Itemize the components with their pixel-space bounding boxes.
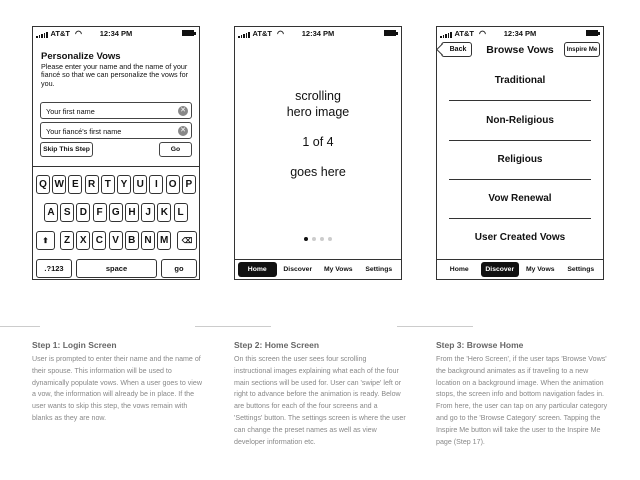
key-i[interactable]: I	[149, 175, 163, 194]
carrier-label: AT&T	[252, 29, 272, 38]
key-d[interactable]: D	[76, 203, 90, 222]
key-n[interactable]: N	[141, 231, 155, 250]
shift-arrow-icon[interactable]: ⬆	[36, 231, 55, 250]
tab-discover[interactable]: Discover	[481, 262, 520, 277]
step-1-title: Step 1: Login Screen	[32, 340, 117, 350]
tab-discover[interactable]: Discover	[283, 266, 313, 273]
status-bar	[33, 27, 199, 39]
tab-settings[interactable]: Settings	[365, 266, 393, 273]
key-h[interactable]: H	[125, 203, 139, 222]
hero-line: hero image	[286, 105, 350, 119]
page-title: Personalize Vows	[41, 51, 121, 62]
clear-icon[interactable]: ✕	[178, 126, 188, 136]
key-y[interactable]: Y	[117, 175, 131, 194]
step-3-description: From the 'Hero Screen', if the user taps 'Browse Vows' the background animates as if traveling to a new location on a background image. When the animation stops, the screen info and bottom navigation fades in. From here, the user can tap on any particular category and go to the 'Browse Category' screen. Tapping the Inspire Me button will take the user to the Inspire Me page (Step 17).	[436, 355, 608, 446]
keyboard-go-key[interactable]: go	[161, 259, 197, 278]
status-bar	[235, 27, 401, 39]
step-2-description: On this screen the user sees four scrolling instructional images explaining what each of the four main sections will be used for. User can 'swipe' left or right to advance before the animation is ready. Below are buttons for each of the four screens and a 'Settings' button. The settings screen is where the user can change the preset names as well as view developer information etc.	[234, 355, 406, 446]
keyboard	[33, 166, 199, 280]
key-e[interactable]: E	[68, 175, 82, 194]
fiance-name-input[interactable]	[40, 122, 192, 139]
step-1-description: User is prompted to enter their name and the name of their spouse. This information will be used to dynamically populate vows. When a user goes to view a vow, the information will already be in place. If the user wants to skip this step, the vows remain with blanks as they are now.	[32, 355, 202, 422]
key-m[interactable]: M	[157, 231, 171, 250]
carrier-label: AT&T	[50, 29, 70, 38]
go-button[interactable]: Go	[159, 142, 192, 157]
tab-settings[interactable]: Settings	[567, 266, 595, 273]
category-religious[interactable]: Religious	[497, 154, 543, 165]
key-a[interactable]: A	[44, 203, 58, 222]
key-w[interactable]: W	[52, 175, 66, 194]
clear-icon[interactable]: ✕	[178, 106, 188, 116]
browse-screen-mockup	[436, 26, 604, 280]
wifi-icon: ◠	[74, 29, 82, 38]
hero-line: goes here	[290, 165, 346, 179]
first-name-input[interactable]	[40, 102, 192, 119]
key-p[interactable]: P	[182, 175, 196, 194]
key-c[interactable]: C	[92, 231, 106, 250]
page-dot[interactable]	[320, 237, 324, 241]
category-traditional[interactable]: Traditional	[494, 75, 546, 86]
key-q[interactable]: Q	[36, 175, 50, 194]
first-name-placeholder: Your first name	[46, 107, 95, 116]
fiance-name-placeholder: Your fiancé's first name	[46, 127, 122, 136]
tab-bar	[235, 259, 401, 279]
page-dots[interactable]	[235, 237, 401, 241]
tab-my-vows[interactable]: My Vows	[323, 266, 353, 273]
instructions-text: Please enter your name and the name of your fiancé so that we can personalize the vows for you.	[41, 62, 189, 88]
key-f[interactable]: F	[93, 203, 107, 222]
status-time: 12:34 PM	[301, 29, 335, 38]
tab-home[interactable]: Home	[238, 262, 277, 277]
status-time: 12:34 PM	[503, 29, 537, 38]
category-user-created-vows[interactable]: User Created Vows	[474, 232, 566, 243]
hero-line: scrolling	[295, 89, 341, 103]
backspace-icon[interactable]: ⌫	[177, 231, 197, 250]
wifi-icon: ◠	[478, 29, 486, 38]
wifi-icon: ◠	[276, 29, 284, 38]
key-b[interactable]: B	[125, 231, 139, 250]
page-dot[interactable]	[312, 237, 316, 241]
status-time: 12:34 PM	[99, 29, 133, 38]
key-g[interactable]: G	[109, 203, 123, 222]
home-screen-mockup	[234, 26, 402, 280]
key-u[interactable]: U	[133, 175, 147, 194]
tab-my-vows[interactable]: My Vows	[525, 266, 555, 273]
back-button[interactable]: Back	[441, 42, 472, 57]
key-z[interactable]: Z	[60, 231, 74, 250]
key-s[interactable]: S	[60, 203, 74, 222]
skip-step-button[interactable]: Skip This Step	[40, 142, 93, 157]
tab-bar	[437, 259, 603, 279]
nav-title: Browse Vows	[486, 44, 554, 56]
key-l[interactable]: L	[174, 203, 188, 222]
login-screen-mockup	[32, 26, 200, 280]
tab-home[interactable]: Home	[449, 266, 469, 273]
step-3-title: Step 3: Browse Home	[436, 340, 524, 350]
page-dot[interactable]	[304, 237, 308, 241]
divider	[397, 326, 473, 327]
carrier-label: AT&T	[454, 29, 474, 38]
inspire-me-button[interactable]: Inspire Me	[564, 42, 600, 57]
battery-icon	[384, 30, 396, 36]
page-dot[interactable]	[328, 237, 332, 241]
key-t[interactable]: T	[101, 175, 115, 194]
category-non-religious[interactable]: Non-Religious	[486, 115, 554, 126]
category-vow-renewal[interactable]: Vow Renewal	[488, 193, 552, 204]
key-j[interactable]: J	[141, 203, 155, 222]
space-key[interactable]: space	[76, 259, 157, 278]
nav-bar	[437, 39, 603, 61]
key-x[interactable]: X	[76, 231, 90, 250]
battery-icon	[182, 30, 194, 36]
key-r[interactable]: R	[85, 175, 99, 194]
key-v[interactable]: V	[109, 231, 123, 250]
divider	[195, 326, 271, 327]
key-o[interactable]: O	[166, 175, 180, 194]
battery-icon	[586, 30, 598, 36]
status-bar	[437, 27, 603, 39]
key-k[interactable]: K	[157, 203, 171, 222]
hero-page-indicator-text: 1 of 4	[302, 135, 334, 149]
numbers-key[interactable]: .?123	[36, 259, 72, 278]
step-2-title: Step 2: Home Screen	[234, 340, 320, 350]
divider	[0, 326, 40, 327]
